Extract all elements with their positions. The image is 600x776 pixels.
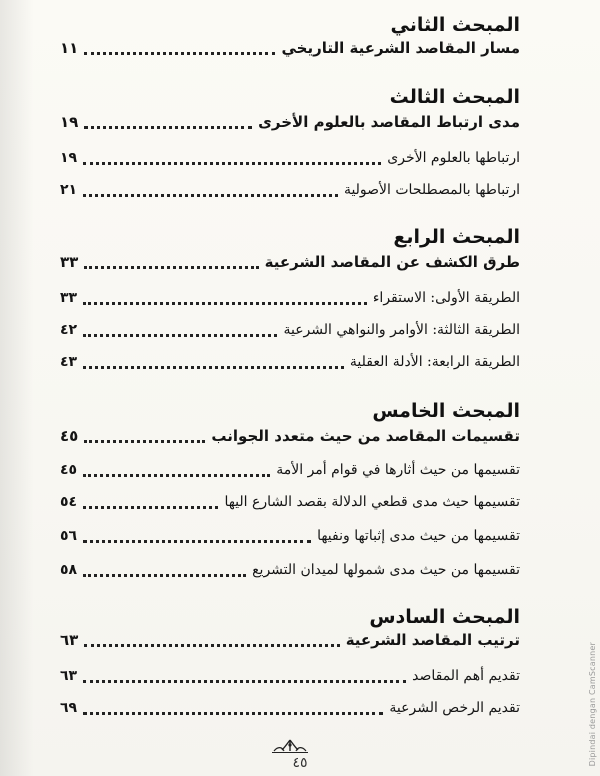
toc-entry-title: ترتيب المقاصد الشرعية (345, 631, 520, 649)
toc-entry-page: ١٩ (60, 150, 78, 166)
toc-entry-page: ٤٥ (60, 462, 78, 478)
toc-entry-title: تقسيمها من حيث أثارها في قوام أمر الأمة (276, 462, 520, 478)
toc-entry-page: ٥٤ (60, 494, 78, 510)
section-heading: المبحث الثاني (390, 14, 520, 36)
toc-entry-page: ٦٣ (60, 631, 79, 649)
toc-entry-page: ٣٣ (60, 290, 78, 306)
dot-leader (84, 266, 258, 269)
toc-entry[interactable] (60, 490, 520, 514)
toc-entry-page: ٤٣ (60, 354, 78, 370)
toc-entry-title: تقديم الرخص الشرعية (389, 700, 520, 716)
toc-entry[interactable] (60, 36, 520, 60)
dot-leader (83, 366, 344, 369)
dot-leader (83, 680, 406, 683)
page-spine-shadow (0, 0, 34, 776)
table-of-contents (60, 0, 520, 740)
dot-leader (83, 574, 246, 577)
toc-entry[interactable] (60, 628, 520, 652)
toc-entry-title: تقسيمها حيث مدى قطعي الدلالة بقصد الشارع اليها (224, 494, 520, 510)
dot-leader (83, 712, 383, 715)
toc-entry[interactable] (60, 146, 520, 170)
toc-entry-page: ٦٣ (60, 668, 78, 684)
dot-leader (84, 126, 252, 129)
dot-leader (83, 334, 277, 337)
toc-entry-page: ٦٩ (60, 700, 78, 716)
toc-entry-title: الطريقة الثالثة: الأوامر والنواهي الشرعية (283, 322, 520, 338)
dot-leader (83, 540, 311, 543)
toc-entry-page: ١٩ (60, 113, 79, 131)
toc-entry-title: تقسيمات المقاصد من حيث متعدد الجوانب (211, 427, 520, 445)
toc-entry-title: مسار المقاصد الشرعية التاريخي (281, 39, 520, 57)
dot-leader (84, 440, 205, 443)
section-heading: المبحث الخامس (372, 400, 520, 422)
toc-entry-title: ارتباطها بالمصطلحات الأصولية (343, 182, 520, 198)
toc-entry-page: ٣٣ (60, 253, 79, 271)
toc-entry[interactable] (60, 178, 520, 202)
toc-entry-title: تقسيمها من حيث مدى إثباتها ونفيها (317, 528, 520, 544)
toc-entry-title: مدى ارتباط المقاصد بالعلوم الأخرى (258, 113, 520, 131)
toc-entry[interactable] (60, 664, 520, 688)
section-heading: المبحث السادس (369, 606, 520, 628)
floral-ornament-icon (268, 738, 312, 754)
toc-entry-title: الطريقة الرابعة: الأدلة العقلية (349, 354, 520, 370)
toc-entry-title: تقديم أهم المقاصد (412, 668, 520, 684)
toc-entry-title: تقسيمها من حيث مدى شمولها لميدان التشريع (252, 562, 520, 578)
dot-leader (84, 52, 275, 55)
toc-entry-page: ٤٥ (60, 427, 79, 445)
dot-leader (83, 506, 218, 509)
dot-leader (83, 474, 270, 477)
toc-entry[interactable] (60, 524, 520, 548)
toc-entry[interactable] (60, 286, 520, 310)
toc-entry-page: ١١ (60, 39, 79, 57)
dot-leader (83, 302, 367, 305)
toc-entry[interactable] (60, 250, 520, 274)
dot-leader (84, 644, 339, 647)
section-heading: المبحث الرابع (393, 226, 520, 248)
toc-entry-page: ٥٨ (60, 562, 78, 578)
toc-entry-page: ٥٦ (60, 528, 78, 544)
toc-entry[interactable] (60, 350, 520, 374)
toc-entry-title: الطريقة الأولى: الاستقراء (372, 290, 520, 306)
toc-entry[interactable] (60, 558, 520, 582)
scanner-watermark: Dipindai dengan CamScanner (588, 641, 597, 766)
toc-entry-title: طرق الكشف عن المقاصد الشرعية (264, 253, 520, 271)
dot-leader (83, 162, 381, 165)
toc-entry[interactable] (60, 458, 520, 482)
dot-leader (83, 194, 338, 197)
section-heading: المبحث الثالث (389, 86, 520, 108)
page-number: ٤٥ (292, 755, 308, 771)
toc-entry-page: ٤٢ (60, 322, 78, 338)
toc-entry-page: ٢١ (60, 182, 78, 198)
toc-entry[interactable] (60, 110, 520, 134)
toc-entry[interactable] (60, 696, 520, 720)
toc-entry-title: ارتباطها بالعلوم الأخرى (387, 150, 520, 166)
toc-entry[interactable] (60, 318, 520, 342)
toc-entry[interactable] (60, 424, 520, 448)
